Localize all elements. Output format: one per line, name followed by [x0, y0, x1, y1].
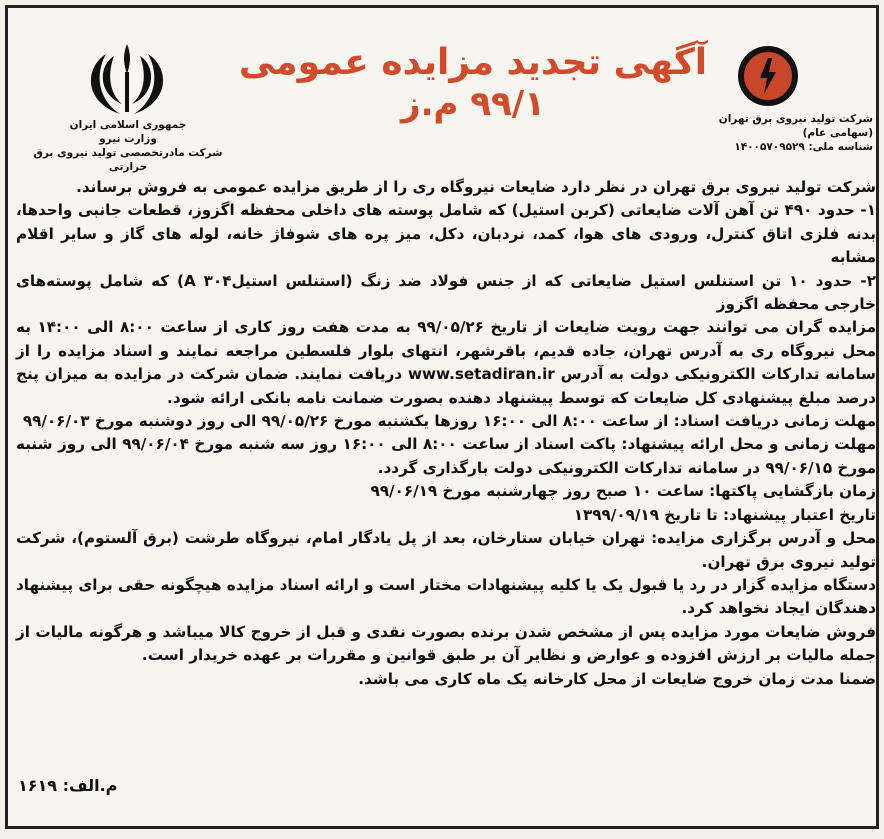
headline — [238, 42, 708, 124]
venue-address: محل و آدرس برگزاری مزایده: تهران خیابان ستارخان، بعد از پل یادگار امام، نیروگاه طرشت (برق آلستوم)، شرکت تولید نیروی برق تهران. — [16, 529, 876, 571]
payment-clause: فروش ضایعات مورد مزایده پس از مشخص شدن برنده بصورت نقدی و قبل از خروج کالا میباشد و هرگونه مالیات از جمله مالیات بر ارزش افزوده و عوارض و نظایر آن بر طبق قوانین و مقررات بر عهده خریدار است. — [16, 622, 876, 665]
intro-paragraph: شرکت تولید نیروی برق تهران در نظر دارد ضایعات نیروگاه ری را از طریق مزایده عمومی به فروش برساند. — [76, 178, 876, 196]
item-1: ۱- حدود ۴۹۰ تن آهن آلات ضایعاتی (کربن استیل) که شامل پوسته های داخلی محفظه اگزوز، قطعات جانبی واحدها، بدنه فلزی اتاق کنترل، ورودی های هوا، کمد، نردبان، دکل، میز پره های شوفاژ خانه، لوله های گاز و سایر اقلام مشابه — [16, 201, 876, 267]
visit-and-documents: مزایده گران می توانند جهت رویت ضایعات از تاریخ ۹۹/۰۵/۲۶ به مدت هفت روز کاری از ساعت ۸:۰۰ الی ۱۴:۰۰ به محل نیروگاه ری به آدرس تهران، جاده قدیم، باقرشهر، انتهای بلوار فلسطین مراجعه نمایند و اسناد مزایده را از سامانه تدارکات الکترونیکی دولت به آدرس www.setadiran.ir دریافت نمایند. ضمان شرکت در مزایده به میزان پنج درصد مبلغ پیشنهادی کل ضایعات که توسط پیشنهاد دهنده بصورت ضمانت نامه بانکی ارائه شود. — [16, 318, 876, 407]
rights-clause: دستگاه مزایده گزار در رد یا قبول یک یا کلیه پیشنهادات مختار است و ارائه اسناد مزایده هیچگونه حقی برای پیشنهاد دهندگان ایجاد نخواهد کرد. — [16, 575, 876, 618]
page-title: آگهی تجدید مزایده عمومی — [238, 42, 708, 83]
right-org-line-2: (سهامی عام) — [802, 127, 873, 139]
announcement-page — [5, 5, 879, 829]
announcement-body — [16, 176, 876, 806]
reference-number: م.الف: ۱۶۱۹ — [18, 776, 118, 795]
iran-emblem-icon — [84, 36, 170, 122]
removal-clause: ضمنا مدت زمان خروج ضایعات از محل کارخانه یک ماه کاری می باشد. — [358, 669, 876, 688]
item-2: ۲- حدود ۱۰ تن استنلس استیل ضایعاتی که از جنس فولاد ضد زنگ (استنلس استیل۳۰۴ A) که شامل پوسته‌های خارجی محفظه اگزوز — [16, 271, 876, 314]
submission-deadline: مهلت زمانی و محل ارائه پیشنهاد: پاکت اسناد از ساعت ۸:۰۰ الی ۱۶:۰۰ روز سه شنبه مورخ ۹۹/۰۶/۰۴ الی روز شنبه مورخ ۹۹/۰۶/۱۵ در سامانه تدارکات الکترونیکی دولت بارگذاری گردد. — [16, 435, 876, 477]
left-org-line-1: جمهوری اسلامی ایران — [69, 119, 187, 131]
page-subtitle: ۹۹/۱ م.ز — [401, 84, 545, 124]
opening-time: زمان بازگشایی پاکتها: ساعت ۱۰ صبح روز چهارشنبه مورخ ۹۹/۰۶/۱۹ — [370, 482, 876, 501]
left-org-line-3: شرکت مادرتخصصی تولید نیروی برق حرارتی — [33, 147, 223, 173]
power-company-logo-icon — [736, 44, 800, 108]
left-organization — [18, 118, 238, 174]
left-org-line-2: وزارت نیرو — [99, 133, 157, 145]
validity-date: تاریخ اعتبار پیشنهاد: تا تاریخ ۱۳۹۹/۰۹/۱۹ — [573, 505, 876, 524]
right-org-line-1: شرکت تولید نیروی برق تهران — [718, 113, 873, 125]
right-org-line-3: شناسه ملی: ۱۴۰۰۵۷۰۹۵۲۹ — [734, 141, 873, 153]
document-deadline: مهلت زمانی دریافت اسناد: از ساعت ۸:۰۰ الی ۱۶:۰۰ روزها یکشنبه مورخ ۹۹/۰۵/۲۶ الی روز دوشنبه مورخ ۹۹/۰۶/۰۳ — [22, 412, 876, 431]
right-organization — [708, 112, 873, 154]
